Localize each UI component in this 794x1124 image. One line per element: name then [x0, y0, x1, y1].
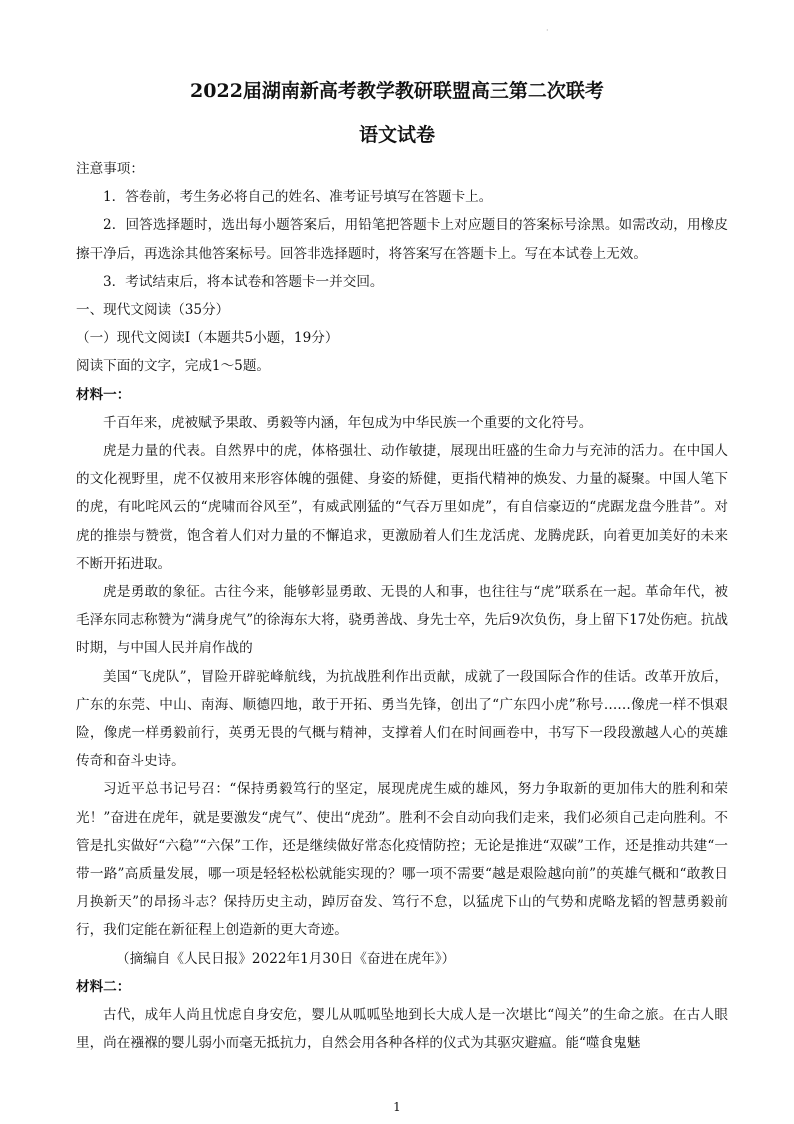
material1-paragraph: 习近平总书记号召：“保持勇毅笃行的坚定，展现虎虎生威的雄风，努力争取新的更加伟大的胜利和荣光！”奋进在虎年，就是要激发“虎气”、使出“虎劲”。胜利不会自动向我们走来，我们必须自己走向胜利。不管是扎实做好“六稳”“六保”工作，还是继续做好常态化疫情防控；无论是推进“双碳”工作，还是推动共建“一带一路”高质量发展，哪一项是轻轻松松就能实现的？哪一项不需要“越是艰险越向前”的英雄气概和“敢教日月换新天”的昂扬斗志？保持历史主动，踔厉奋发、笃行不怠，以猛虎下山的气势和虎略龙韬的智慧勇毅前行，我们定能在新征程上创造新的更大奇迹。 [76, 781, 728, 939]
document-body [76, 155, 728, 1058]
citation: （摘编自《人民日报》2022年1月30日《奋进在虎年》） [116, 950, 456, 967]
subsection-title: （一）现代文阅读Ⅰ（本题共5小题，19分） [76, 330, 339, 347]
material2-label: 材料二： [76, 978, 131, 995]
material1-label: 材料一： [76, 386, 131, 403]
notice-heading: 注意事项： [76, 161, 144, 177]
notice-item: 3．考试结束后，将本试卷和答题卡一并交回。 [103, 273, 384, 290]
material1-paragraph: 美国“飞虎队”，冒险开辟驼峰航线，为抗战胜利作出贡献，成就了一段国际合作的佳话。改革开放后，广东的东莞、中山、南海、顺德四地，敢于开拓、勇当先锋，创出了“广东四小虎”称号……像虎一样不惧艰险，像虎一样勇毅前行，英勇无畏的气概与精神，支撑着人们在时间画卷中，书写下一段段激越人心的英雄传奇和奋斗史诗。 [76, 668, 728, 770]
material1-paragraph: 虎是勇敢的象征。古往今来，能够彰显勇敢、无畏的人和事，也往往与“虎”联系在一起。革命年代，被毛泽东同志称赞为“满身虎气”的徐海东大将，骁勇善战、身先士卒，先后9次负伤，身上留下17处伤疤。抗战时期，与中国人民并肩作战的 [76, 584, 728, 657]
page-number: 1 [393, 1100, 401, 1114]
material1-paragraph: 虎是力量的代表。自然界中的虎，体格强壮、动作敏捷，展现出旺盛的生命力与充沛的活力。在中国人的文化视野里，虎不仅被用来形容体魄的强健、身姿的矫健，更指代精神的焕发、力量的凝聚。中国人笔下的虎，有叱咤风云的“虎啸而谷风至”，有威武刚猛的“气吞万里如虎”，有自信豪迈的“虎踞龙盘今胜昔”。对虎的推崇与赞赏，饱含着人们对力量的不懈追求，更激励着人们生龙活虎、龙腾虎跃，向着更加美好的未来不断开拓进取。 [76, 443, 728, 572]
material1-paragraph: 千百年来，虎被赋予果敢、勇毅等内涵，年包成为中华民族一个重要的文化符号。 [103, 414, 593, 431]
instruction: 阅读下面的文字，完成1～5题。 [76, 358, 271, 375]
notice-item: 1．答卷前，考生务必将自己的姓名、准考证号填写在答题卡上。 [103, 189, 493, 206]
material2-paragraph: 古代，成年人尚且忧虑自身安危，婴儿从呱呱坠地到长大成人是一次堪比“闯关”的生命之旅。在古人眼里，尚在襁褓的婴儿弱小而毫无抵抗力，自然会用各种各样的仪式为其驱灾避瘟。能“噬食鬼魅 [76, 1007, 728, 1052]
notice-item: 2．回答选择题时，选出每小题答案后，用铅笔把答题卡上对应题目的答案标号涂黑。如需改动，用橡皮擦干净后，再选涂其他答案标号。回答非选择题时，将答案写在答题卡上。写在本试卷上无效。 [76, 217, 728, 262]
section-title: 一、现代文阅读（35分） [76, 302, 230, 319]
header-mark: · [546, 26, 549, 35]
exam-title: 2022届湖南新高考教学教研联盟高三第二次联考 [190, 80, 604, 102]
exam-subtitle: 语文试卷 [358, 124, 435, 146]
